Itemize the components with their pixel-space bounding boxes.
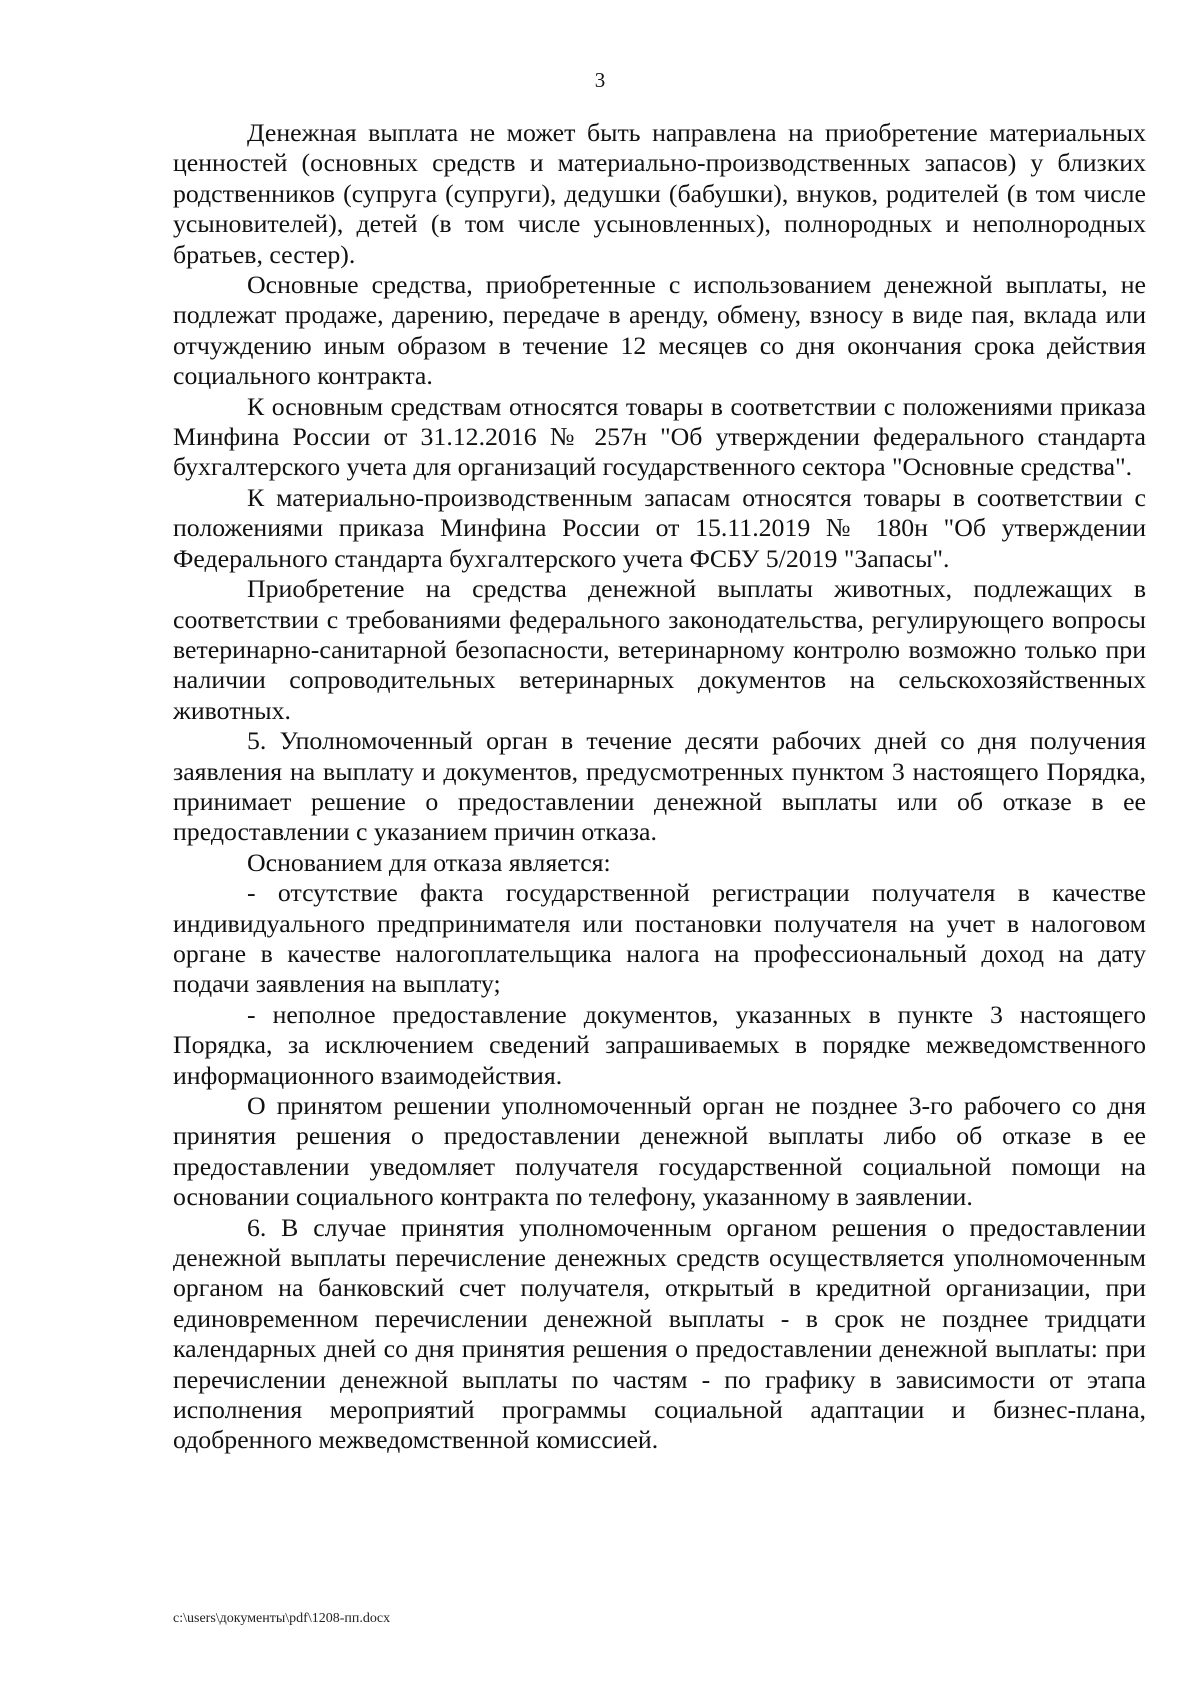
document-body xyxy=(173,118,1146,1456)
paragraph-fixed-assets-resale: Основные средства, приобретенные с использованием денежной выплаты, не подлежат продаже, дарению, передаче в аренду, обмену, взносу в виде пая, вклада или отчуждению иным образом в течение 12 месяцев со дня окончания срока действия социального контракта. xyxy=(173,270,1146,391)
list-item-incomplete-documents: - неполное предоставление документов, указанных в пункте 3 настоящего Порядка, за исключением сведений запрашиваемых в порядке межведомственного информационного взаимодействия. xyxy=(173,999,1146,1090)
paragraph-inventory-definition: К материально-производственным запасам относятся товары в соответствии с положениями приказа Минфина России от 15.11.2019 № 180н "Об утверждении Федерального стандарта бухгалтерского учета ФСБУ 5/2019 "Запасы". xyxy=(173,482,1146,573)
footer-file-path: c:\users\документы\pdf\1208-пп.docx xyxy=(173,1611,391,1626)
page-number: 3 xyxy=(594,68,606,92)
paragraph-refusal-grounds: Основанием для отказа является: xyxy=(247,847,611,877)
paragraph-purchase-restriction: Денежная выплата не может быть направлена на приобретение материальных ценностей (основных средств и материально-производственных запасов) у близких родственников (супруга (супруги), дедушки (бабушки), внуков, родителей (в том числе усыновителей), детей (в том числе усыновленных), полнородных и неполнородных братьев, сестер). xyxy=(173,118,1146,269)
list-item-no-registration: - отсутствие факта государственной регистрации получателя в качестве индивидуального предпринимателя или постановки получателя на учет в налоговом органе в качестве налогоплательщика налога на профессиональный доход на дату подачи заявления на выплату; xyxy=(173,878,1146,999)
paragraph-clause-5: 5. Уполномоченный орган в течение десяти рабочих дней со дня получения заявления на выплату и документов, предусмотренных пунктом 3 настоящего Порядка, принимает решение о предоставлении денежной выплаты или об отказе в ее предоставлении с указанием причин отказа. xyxy=(173,726,1146,847)
paragraph-fixed-assets-definition: К основным средствам относятся товары в соответствии с положениями приказа Минфина России от 31.12.2016 № 257н "Об утверждении федерального стандарта бухгалтерского учета для организаций государственного сектора "Основные средства". xyxy=(173,391,1146,482)
paragraph-animals-purchase: Приобретение на средства денежной выплаты животных, подлежащих в соответствии с требованиями федерального законодательства, регулирующего вопросы ветеринарно-санитарной безопасности, ветеринарному контролю возможно только при наличии сопроводительных ветеринарных документов на сельскохозяйственных животных. xyxy=(173,574,1146,725)
paragraph-clause-6: 6. В случае принятия уполномоченным органом решения о предоставлении денежной выплаты перечисление денежных средств осуществляется уполномоченным органом на банковский счет получателя, открытый в кредитной организации, при единовременном перечислении денежной выплаты - в срок не позднее тридцати календарных дней со дня принятия решения о предоставлении денежной выплаты: при перечислении денежной выплаты по частям - по графику в зависимости от этапа исполнения мероприятий программы социальной адаптации и бизнес-плана, одобренного межведомственной комиссией. xyxy=(173,1212,1146,1455)
paragraph-notification: О принятом решении уполномоченный орган не позднее 3-го рабочего со дня принятия решения о предоставлении денежной выплаты либо об отказе в ее предоставлении уведомляет получателя государственной социальной помощи на основании социального контракта по телефону, указанному в заявлении. xyxy=(173,1091,1146,1212)
